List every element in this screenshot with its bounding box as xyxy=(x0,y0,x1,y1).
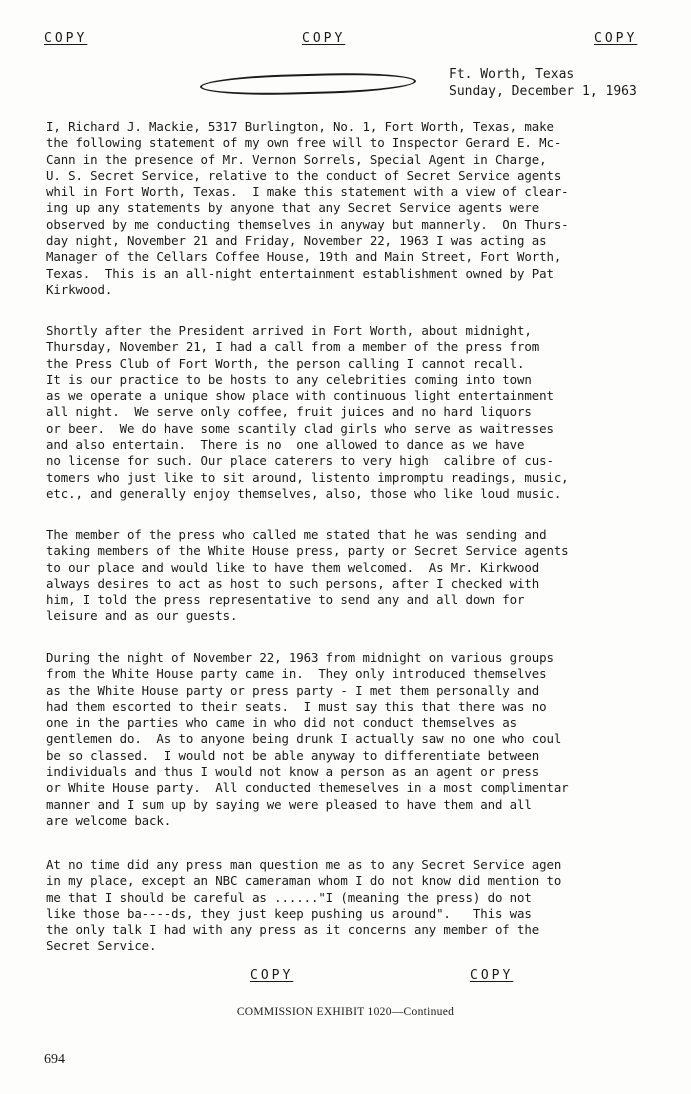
statement-paragraph: I, Richard J. Mackie, 5317 Burlington, No. 1, Fort Worth, Texas, make the following statement of my own free will to Inspector Gerard E. Mc- Cann in the presence of Mr. Vernon Sorrels, Special Agent in Charge, U. S. Secret Service, relative to the conduct of Secret Service agents whil in Fort Worth, Texas. I make this statement with a view of clear- ing up any statements by anyone that any Secret Service agents were observed by me conducting themselves in anyway but mannerly. On Thurs- day night, November 21 and Friday, November 22, 1963 I was acting as Manager of the Cellars Coffee House, 19th and Main Street, Fort Worth, Texas. This is an all-night entertainment establishment owned by Pat Kirkwood. xyxy=(46,119,569,297)
statement-paragraph: Shortly after the President arrived in Fort Worth, about midnight, Thursday, November 21, I had a call from a member of the press from the Press Club of Fort Worth, the person calling I cannot recall. It is our practice to be hosts to any celebrities coming into town as we operate a unique show place with continuous light entertainment all night. We serve only coffee, fruit juices and no hard liquors or beer. We do have some scantily clad girls who serve as waitresses and also entertain. There is no one allowed to dance as we have no license for such. Our place caterers to very high calibre of cus- tomers who just like to sit around, listento impromptu readings, music, etc., and generally enjoy themselves, also, those who like loud music. xyxy=(46,323,569,501)
copy-stamp-right: COPY xyxy=(594,31,638,46)
copy-stamp-bottom-right: COPY xyxy=(470,968,514,983)
copy-stamp-bottom-left: COPY xyxy=(250,968,294,983)
page-number: 694 xyxy=(44,1052,65,1067)
statement-paragraph: The member of the press who called me stated that he was sending and taking members of the White House press, party or Secret Service agents to our place and would like to have them welcomed. As Mr. Kirkwood always desires to act as host to such persons, after I checked with him, I told the press representative to send any and all down for leisure and as our guests. xyxy=(46,527,569,624)
place-and-date: Ft. Worth, Texas Sunday, December 1, 1963 xyxy=(449,67,637,99)
redacted-scribble xyxy=(200,71,416,97)
copy-stamp-left: COPY xyxy=(44,31,88,46)
copy-stamp-center: COPY xyxy=(302,31,346,46)
statement-paragraph: During the night of November 22, 1963 from midnight on various groups from the White House party came in. They only introduced themselves as the White House party or press party - I met them personally and had them escorted to their seats. I must say this that there was no one in the parties who came in who did not conduct themselves as gentlemen do. As to anyone being drunk I actually saw no one who coul be so classed. I would not be able anyway to differentiate between individuals and thus I would not know a person as an agent or press or White House party. All conducted themeselves in a most complimentar manner and I sum up by saying we were pleased to have them and all are welcome back. xyxy=(46,650,569,828)
exhibit-caption: COMMISSION EXHIBIT 1020—Continued xyxy=(236,1006,455,1018)
statement-paragraph: At no time did any press man question me as to any Secret Service agen in my place, except an NBC cameraman whom I do not know did mention to me that I should be careful as ......"I (meaning the press) do not like those ba----ds, they just keep pushing us around". This was the only talk I had with any press as it concerns any member of the Secret Service. xyxy=(46,857,562,954)
